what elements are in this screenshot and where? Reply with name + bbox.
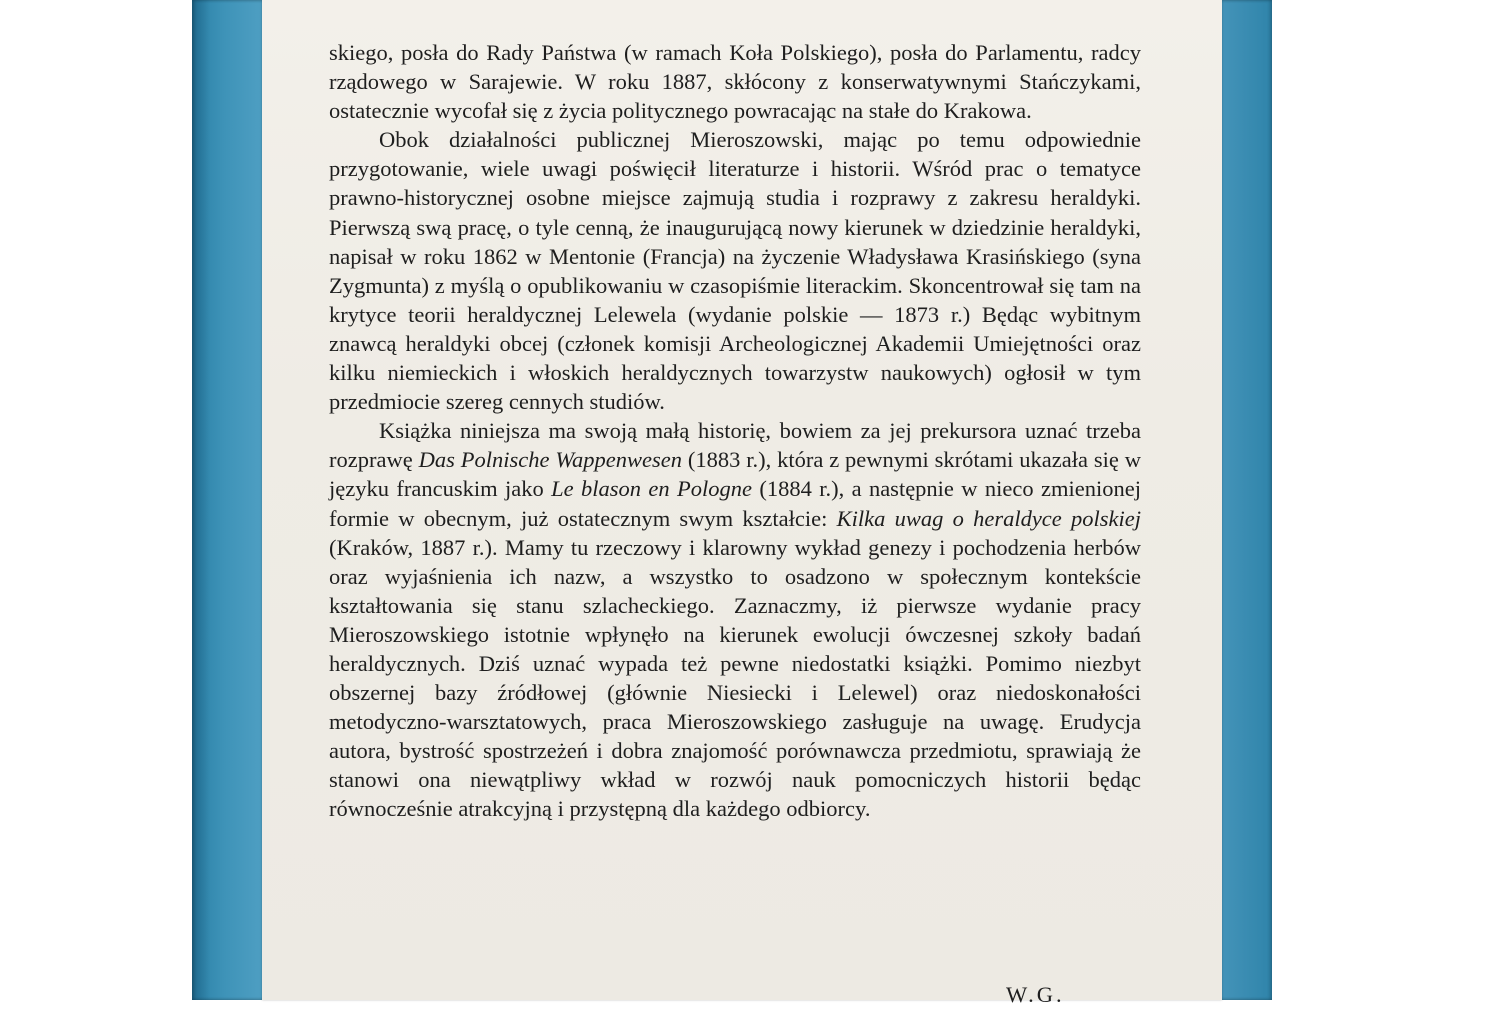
paragraph-3-text: (1884 r.), a następnie w nieco zmienionej formie w obecnym, już ostatecznym swym kształcie: <box>329 476 1141 531</box>
paragraph-2 <box>329 125 1141 416</box>
title-kilka-uwag: Kilka uwag o heraldyce polskiej <box>836 505 1141 531</box>
paragraph-3-text: (Kraków, 1887 r.). Mamy tu rzeczowy i klarowny wykład genezy i pochodzenia herbów oraz wyjaśnienia ich nazw, a wszystko to osadzono w społecznym kontekście kształtowania się stanu szlacheckiego. Zaznaczmy, iż pierwsze wydanie pracy Mieroszowskiego istotnie wpłynęło na kierunek ewolucji ówczesnej szkoły badań heraldycznych. Dziś uznać wypada też pewne niedostatki książki. Pomimo niezbyt obszernej bazy źródłowej (głównie Niesiecki i Lelewel) oraz niedoskonałości metodyczno-warsztatowych, praca Mieroszowskiego zasługuje na uwagę. Erudycja autora, bystrość spostrzeżeń i dobra znajomość porównawcza przedmiotu, sprawiają że stanowi ona niewątpliwy wkład w rozwój nauk pomocniczych historii będąc równocześnie atrakcyjną i przystępną dla każdego odbiorcy. <box>329 534 1141 822</box>
paragraph-1-text: skiego, posła do Rady Państwa (w ramach Koła Polskiego), posła do Parlamentu, radcy rządowego w Sarajewie. W roku 1887, skłócony z konserwatywnymi Stańczykami, ostatecznie wycofał się z życia politycznego powracając na stałe do Krakowa. <box>329 40 1141 124</box>
paragraph-1 <box>329 38 1141 125</box>
author-signature: W.G. <box>1006 982 1065 1007</box>
title-le-blason-en-pologne: Le blason en Pologne <box>551 476 752 502</box>
paragraph-3-text: (1883 r.), która z pewnymi skrótami ukazała się w języku francuskim jako <box>329 447 1141 502</box>
title-das-polnische-wappenwesen: Das Polnische Wappenwesen <box>418 447 682 473</box>
paragraph-3 <box>329 416 1141 823</box>
body-text <box>329 38 1141 824</box>
paragraph-2-text: Obok działalności publicznej Mieroszowski, mając po temu odpowiednie przygotowanie, wiele uwagi poświęcił literaturze i historii. Wśród prac o tematyce prawno-historycznej osobne miejsce zajmują studia i rozprawy z zakresu heraldyki. Pierwszą swą pracę, o tyle cenną, że inaugurującą nowy kierunek w dziedzinie heraldyki, napisał w roku 1862 w Mentonie (Francja) na życzenie Władysława Krasińskiego (syna Zygmunta) z myślą o opublikowaniu w czasopiśmie literackim. Skoncentrował się tam na krytyce teorii heraldycznej Lelewela (wydanie polskie — 1873 r.) Będąc wybitnym znawcą heraldyki obcej (członek komisji Archeologicznej Akademii Umiejętności oraz kilku niemieckich i włoskich heraldycznych towarzystw naukowych) ogłosił w tym przedmiocie szereg cennych studiów. <box>329 127 1141 415</box>
cover-spine-shadow <box>192 0 210 1000</box>
paragraph-3-text: Książka niniejsza ma swoją małą historię, bowiem za jej prekursora uznać trzeba rozprawę <box>329 418 1141 473</box>
